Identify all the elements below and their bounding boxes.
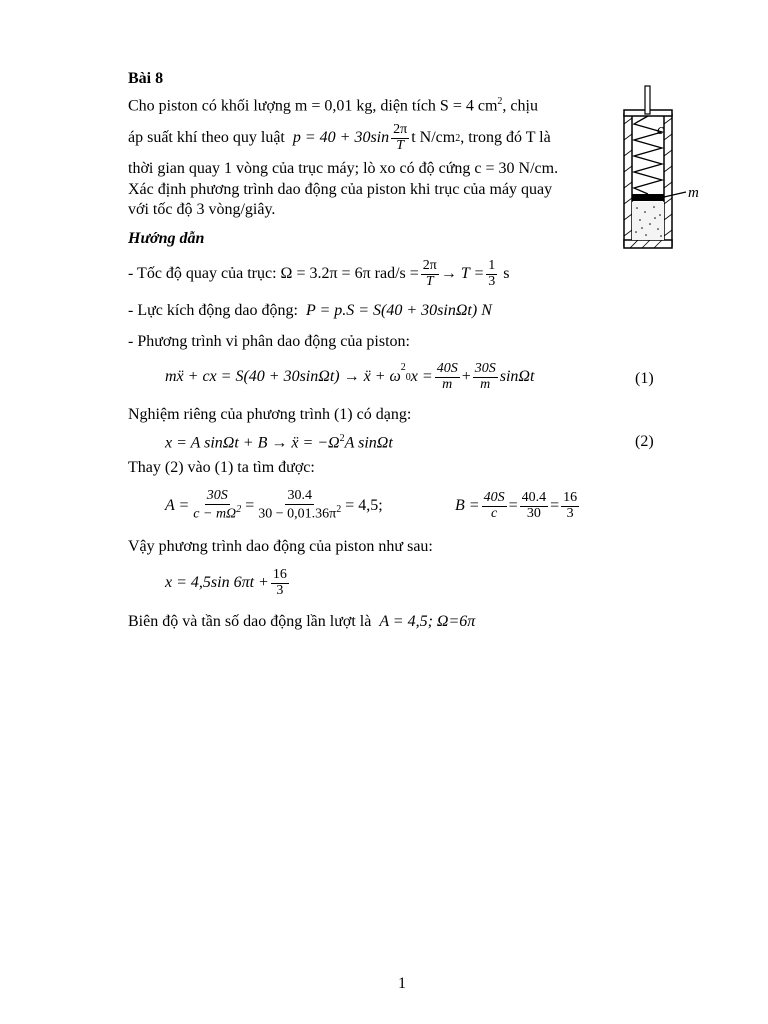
frac-num: 2π (422, 257, 437, 273)
problem-title: Bài 8 (128, 70, 164, 87)
eqA-fraction-a: $\frac{30S}{c - m\Omega^2}$ (193, 488, 242, 522)
step-1-arrow: → T = (440, 265, 485, 282)
eqA-fraction-b: $\frac{30.4}{30 - 0,01.36\pi^2}$ (258, 488, 342, 522)
frac-den: m (442, 376, 453, 392)
eq1-mid: x = (410, 368, 433, 385)
frac-den: c − mΩ (193, 506, 237, 522)
step-1-label: - Tốc độ quay của trục: (128, 265, 277, 282)
eqB-pre: B = (455, 497, 480, 514)
equation-B: B = $\frac{40S}{c}$ = $\frac{40.4}{30}$ = $\frac{16}{3}$ (455, 489, 578, 521)
problem-line-1-text: Cho piston có khối lượng m = 0,01 kg, diện tích S = 4 cm (128, 97, 498, 115)
mass-label: m (688, 185, 699, 201)
result-equation (165, 560, 291, 606)
result-eq-text: x = 4,5sin 6πt + (165, 574, 269, 591)
eqA-pre: A = (165, 497, 190, 514)
problem-line-5: với tốc độ 3 vòng/giây. (128, 201, 276, 218)
step-1-unit: s (503, 265, 510, 282)
eq1-fraction-b (473, 362, 498, 392)
eqA-value: = 4,5; (345, 497, 383, 514)
step-1 (128, 254, 509, 294)
frac-den: c (490, 505, 498, 521)
result-line: Vậy phương trình dao động của piston như sau: (128, 538, 433, 555)
equation-2: x = A sinΩt + B → ẍ = $-\Omega^2A$ sinΩt (165, 433, 393, 452)
pressure-fraction-num: 2π (393, 121, 408, 137)
frac-num: 40S (483, 489, 505, 505)
step-1-fraction-a (421, 259, 439, 289)
problem-line-2-pre: áp suất khí theo quy luật (128, 129, 285, 146)
step-2-equation: P = p.S = S(40 + 30sinΩt) N (305, 302, 492, 319)
pressure-equation: p = 40 + 30sin (292, 129, 390, 146)
piston-figure (610, 84, 710, 250)
frac-den: 30 (526, 505, 541, 521)
step-2-label: - Lực kích động dao động: (128, 302, 298, 319)
frac-num: 30.4 (287, 488, 312, 504)
frac-den: m (480, 376, 491, 392)
eq1-left: mẍ + cx = S(40 + 30sinΩt) → ẍ + ω (165, 368, 401, 385)
pressure-unit: t N/cm (411, 129, 456, 146)
eq2-text: x = A sinΩt + B → ẍ = −Ω (165, 434, 340, 452)
equation-1-number: (1) (635, 370, 654, 387)
eq1-tail: sinΩt (499, 368, 535, 385)
pressure-fraction (391, 123, 409, 153)
final-line-text: Biên độ và tần số dao động lần lượt là (128, 613, 372, 630)
frac-num: 30S (474, 360, 496, 376)
frac-den: 3 (488, 273, 496, 289)
equation-A: A = $\frac{30S}{c - m\Omega^2}$ = $\frac{30.4}{30 - 0,01.36\pi^2}$ = 4,5; (165, 488, 383, 522)
problem-line-1-tail: , chịu (502, 97, 538, 115)
result-fraction (271, 568, 289, 598)
frac-den: 3 (276, 582, 284, 598)
spring-label: c (657, 122, 664, 138)
eqB-fraction-b (520, 491, 549, 521)
final-line-eq: A = 4,5; Ω=6π (379, 613, 476, 630)
problem-line-1: Cho piston có khối lượng m = 0,01 kg, diện tích S = 4 $cm^2$, chịu (128, 96, 538, 115)
equation-2-number: (2) (635, 433, 654, 450)
final-line (128, 613, 475, 631)
frac-num: 1 (488, 257, 496, 273)
step-1-fraction-b (486, 259, 497, 289)
guide-heading: Hướng dẫn (128, 230, 205, 247)
frac-den: T (425, 273, 434, 289)
frac-den: 30 − 0,01.36π (258, 506, 337, 522)
equation-1: mẍ + cx = S(40 + 30sinΩt) → ẍ + ω 20 x = $\frac{40S}{m}$ + $\frac{30S}{m}$ sinΩt (165, 360, 535, 392)
problem-line-4: Xác định phương trình dao động của piston khi trục của máy quay (128, 181, 553, 198)
step-2 (128, 302, 492, 320)
page-number: 1 (398, 975, 406, 992)
eqB-fraction-a (482, 491, 507, 521)
frac-num: 16 (563, 489, 578, 505)
frac-num: 16 (272, 566, 287, 582)
substitution-line: Thay (2) vào (1) ta tìm được: (128, 459, 315, 476)
eqB-fraction-c (561, 491, 579, 521)
problem-line-3: thời gian quay 1 vòng của trục máy; lò xo có độ cứng c = 30 N/cm. (128, 160, 559, 177)
eq2-tail: A sinΩt (344, 434, 393, 452)
frac-den: 3 (566, 505, 574, 521)
eq1-fraction-a (435, 362, 460, 392)
frac-num: 40.4 (521, 489, 547, 505)
problem-line-2: áp suất khí theo quy luật p = 40 + 30sin $\frac{2\pi}{T}$ t N/cm 2 , trong đó T là (128, 121, 551, 153)
frac-num: 40S (436, 360, 458, 376)
step-3: - Phương trình vi phân dao động của piston: (128, 333, 410, 350)
problem-line-2-tail: , trong đó T là (460, 129, 551, 146)
step-1-equation: Ω = 3.2π = 6π rad/s = (280, 265, 419, 282)
pressure-fraction-den: T (396, 137, 405, 153)
particular-solution-line: Nghiệm riêng của phương trình (1) có dạng: (128, 406, 412, 423)
frac-num: 30S (206, 488, 228, 504)
